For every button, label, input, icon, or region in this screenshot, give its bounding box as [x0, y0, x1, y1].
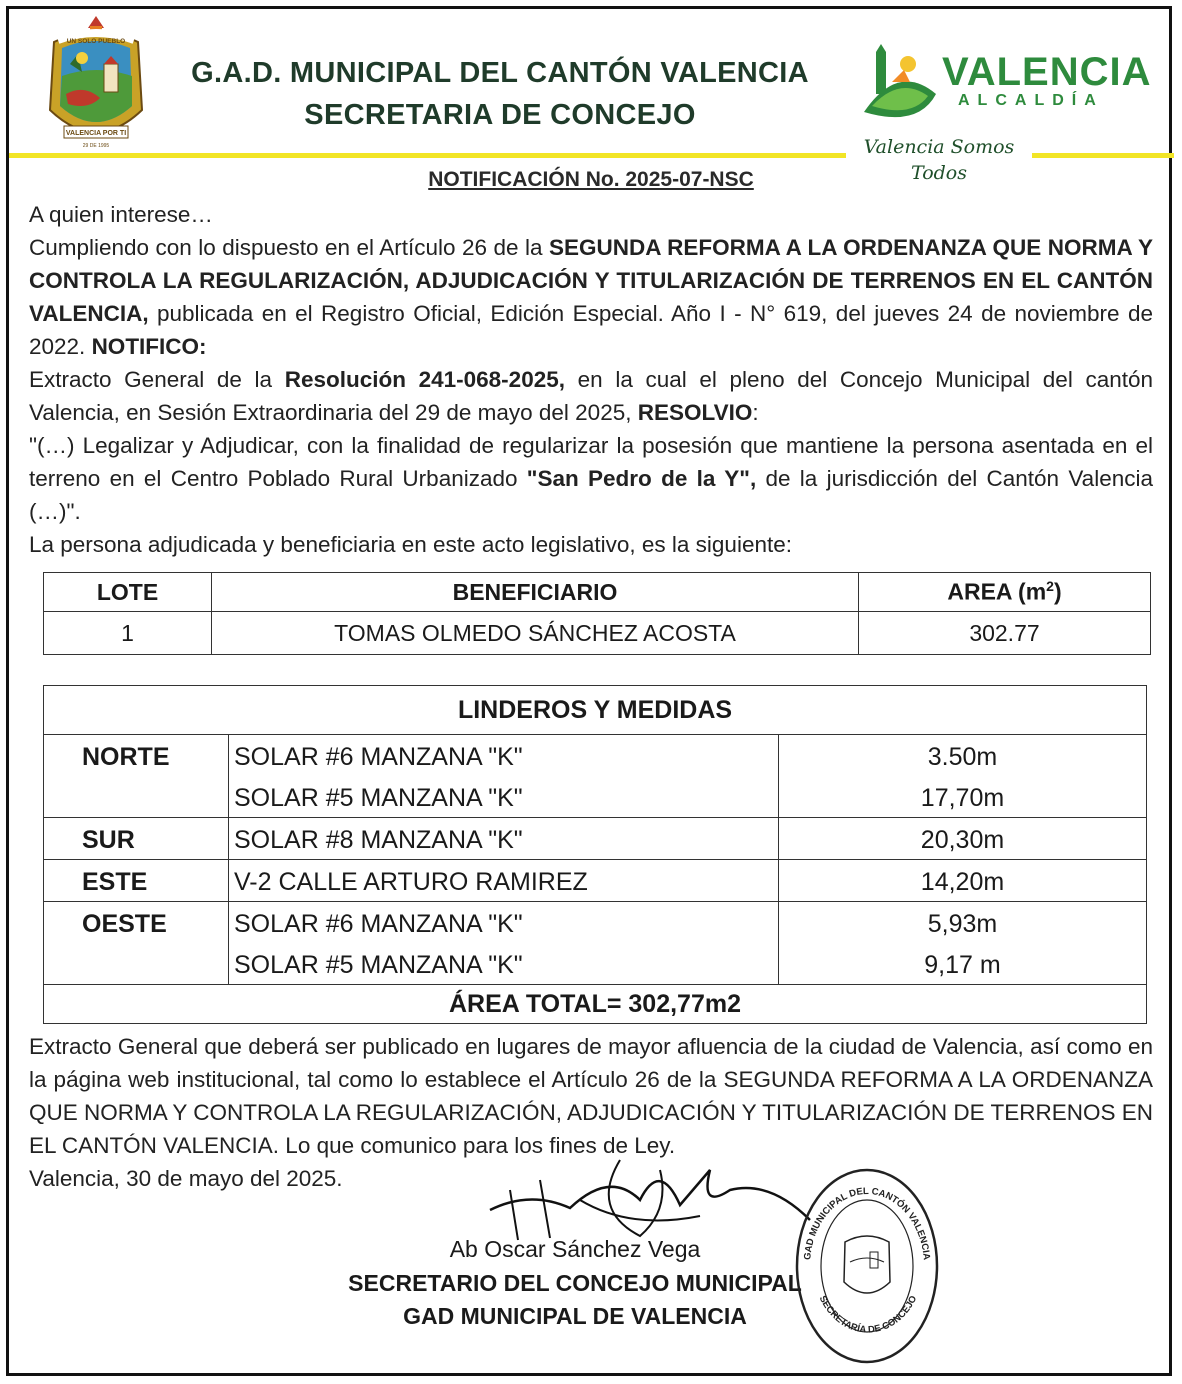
label-oeste: OESTE: [82, 910, 167, 938]
signer-organization: GAD MUNICIPAL DE VALENCIA: [403, 1303, 747, 1329]
municipal-crest-logo: [44, 14, 148, 152]
notification-title: NOTIFICACIÓN No. 2025-07-NSC: [428, 168, 754, 191]
seal-text-bottom: SECRETARÍA DE CONCEJO: [816, 1293, 920, 1336]
official-seal: [792, 1162, 942, 1370]
header-lote: LOTE: [44, 573, 212, 612]
paragraph-publication: Extracto General que deberá ser publicado en lugares de mayor afluencia de la ciudad de Valencia, así como en la página web institucional, tal como lo establece el Artículo 26 de la SEGUNDA REFORMA A LA ORDENANZA QUE NORMA Y CONTROLA LA REGULARIZACIÓN, ADJUDICACIÓN Y TITULARIZACIÓN DE TERRENOS EN EL CANTÓN VALENCIA. Lo que comunico para los fines de Ley.: [29, 1034, 1153, 1158]
linderos-title: LINDEROS Y MEDIDAS: [44, 686, 1147, 735]
paragraph-quote: "(…) Legalizar y Adjudicar, con la finalidad de regularizar la posesión que mantiene la persona asentada en el terreno en el Centro Poblado Rural Urbanizado "San Pedro de la Y", de la jurisdicción del Cantón Valencia (…)".: [29, 433, 1153, 524]
table-header-row: [44, 573, 1151, 612]
notification-body: [29, 198, 1153, 561]
cell-beneficiario: TOMAS OLMEDO SÁNCHEZ ACOSTA: [212, 612, 859, 655]
signer-title: SECRETARIO DEL CONCEJO MUNICIPAL: [348, 1270, 802, 1296]
norte-meas-2: 17,70m: [920, 784, 1005, 812]
label-este: ESTE: [82, 868, 148, 896]
header-beneficiario: BENEFICIARIO: [212, 573, 859, 612]
institution-name: G.A.D. MUNICIPAL DEL CANTÓN VALENCIA: [191, 57, 809, 89]
oeste-desc-2: SOLAR #5 MANZANA "K": [234, 951, 523, 979]
cell-area: 302.77: [859, 612, 1151, 655]
institution-header: [150, 52, 850, 136]
oeste-meas-1: 5,93m: [927, 910, 998, 938]
header-area: AREA $(m^2)$: [859, 573, 1151, 612]
area-total: ÁREA TOTAL= 302,77m2: [448, 990, 741, 1018]
crest-motto-bottom: VALENCIA POR TI: [65, 130, 127, 137]
table-row: [44, 612, 1151, 655]
sur-desc-1: SOLAR #8 MANZANA "K": [234, 826, 523, 854]
closing-date: Valencia, 30 de mayo del 2025.: [29, 1166, 343, 1191]
este-meas-1: 14,20m: [920, 868, 1005, 896]
oeste-meas-2: 9,17 m: [924, 951, 1001, 979]
seal-text-top: GAD MUNICIPAL DEL CANTÓN VALENCIA: [802, 1185, 932, 1261]
norte-desc-2: SOLAR #5 MANZANA "K": [234, 784, 523, 812]
crest-motto-top: UN SOLO PUEBLO: [66, 38, 126, 45]
brand-slogan: Valencia Somos Todos: [846, 134, 1032, 160]
beneficiary-table: [43, 572, 1151, 655]
este-desc-1: V-2 CALLE ARTURO RAMIREZ: [234, 868, 588, 896]
norte-meas-1: 3.50m: [927, 743, 998, 771]
department-name: SECRETARIA DE CONCEJO: [304, 99, 696, 131]
row-sur: [44, 818, 1147, 860]
paragraph-legal-basis: Cumpliendo con lo dispuesto en el Artículo 26 de la SEGUNDA REFORMA A LA ORDENANZA QUE NORMA Y CONTROLA LA REGULARIZACIÓN, ADJUDICACIÓN Y TITULARIZACIÓN DE TERRENOS EN EL CANTÓN VALENCIA, publicada en el Registro Oficial, Edición Especial. Año I - N° 619, del jueves 24 de noviembre de 2022. NOTIFICO:: [29, 235, 1153, 359]
cell-lote: 1: [44, 612, 212, 655]
norte-desc-1: SOLAR #6 MANZANA "K": [234, 743, 523, 771]
brand-subtitle: ALCALDÍA: [958, 92, 1104, 109]
row-norte: [44, 735, 1147, 818]
row-este: [44, 860, 1147, 902]
paragraph-resolution: Extracto General de la Resolución 241-068-2025, en la cual el pleno del Concejo Municipal del cantón Valencia, en Sesión Extraordinaria del 29 de mayo del 2025, RESOLVIO:: [29, 367, 1154, 425]
crest-year: 29 DE 1995: [82, 143, 110, 149]
row-oeste: [44, 902, 1147, 985]
brand-name: VALENCIA: [942, 50, 1152, 94]
linderos-table: [43, 685, 1147, 1024]
paragraph-beneficiary-intro: La persona adjudicada y beneficiaria en este acto legislativo, es la siguiente:: [29, 532, 792, 557]
sur-meas-1: 20,30m: [920, 826, 1005, 854]
oeste-desc-1: SOLAR #6 MANZANA "K": [234, 910, 523, 938]
signer-name: Ab Oscar Sánchez Vega: [449, 1236, 701, 1262]
label-norte: NORTE: [82, 743, 170, 771]
label-sur: SUR: [82, 826, 135, 854]
handwritten-signature: [470, 1150, 830, 1250]
greeting: A quien interese…: [29, 202, 213, 227]
